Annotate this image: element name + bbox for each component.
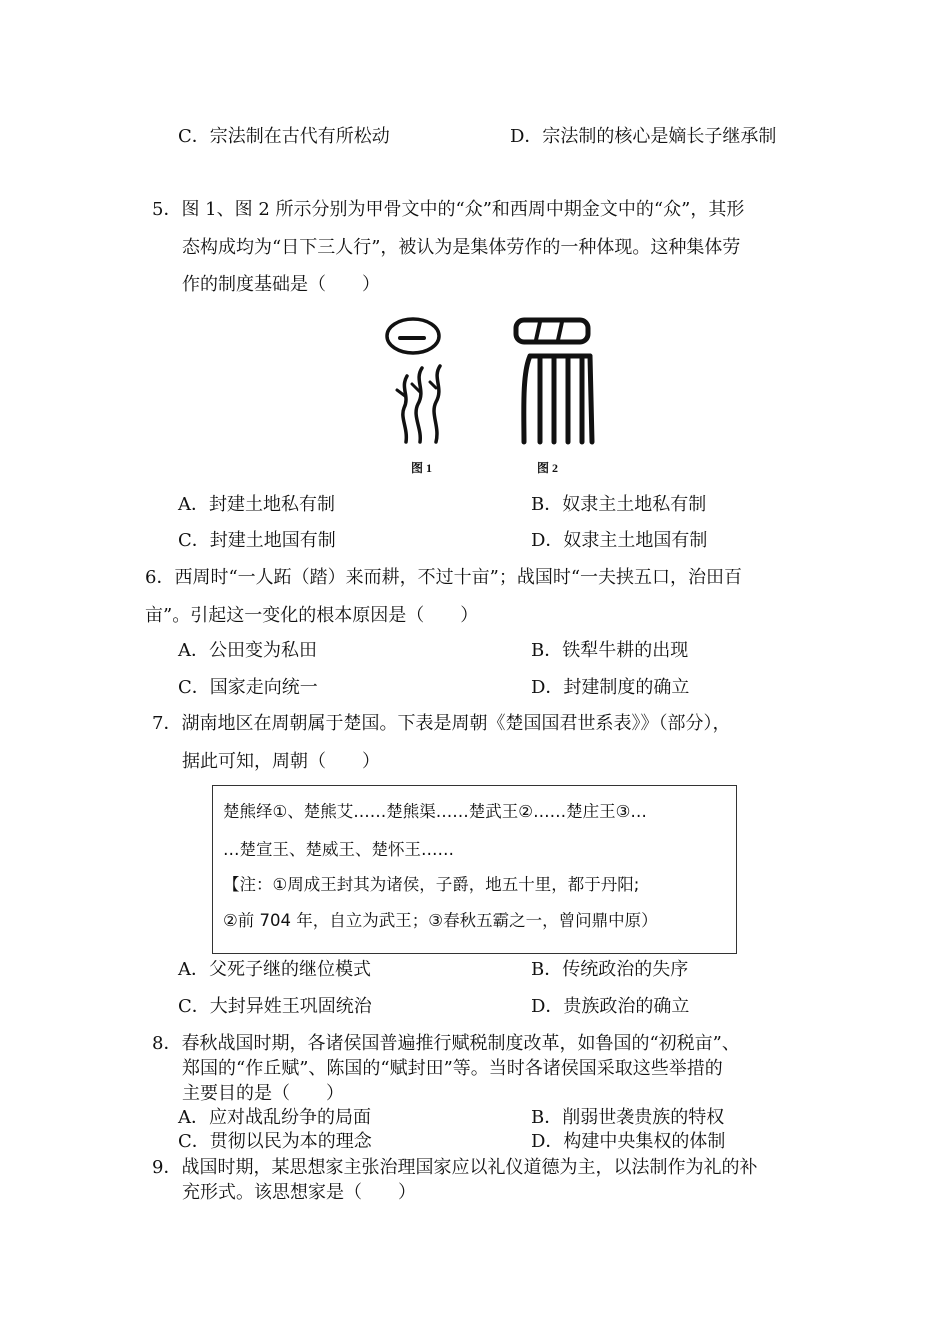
figure-2-caption: 图 2 [537, 461, 559, 475]
q5-option-d: D．奴隶主土地国有制 [531, 530, 708, 551]
q7-option-c: C．大封异姓王巩固统治 [178, 996, 372, 1017]
q8-stem-line2: 郑国的“作丘赋”、陈国的“赋封田”等。当时各诸侯国采取这些举措的 [182, 1058, 723, 1079]
q8-stem-line1: 8．春秋战国时期，各诸侯国普遍推行赋税制度改革，如鲁国的“初税亩”、 [152, 1033, 740, 1054]
q4-option-c: C．宗法制在古代有所松动 [178, 126, 390, 147]
q5-stem-line2: 态构成均为“日下三人行”，被认为是集体劳作的一种体现。这种集体劳 [182, 237, 741, 258]
q5-option-c: C．封建土地国有制 [178, 530, 336, 551]
q7-option-b: B．传统政治的失序 [531, 959, 689, 980]
q6-option-d: D．封建制度的确立 [531, 677, 690, 698]
q6-stem-line1: 6．西周时“一人跖（踏）来而耕，不过十亩”；战国时“一夫挟五口，治田百 [145, 567, 743, 588]
bronze-inscription-zhong-glyph [510, 314, 600, 448]
q8-stem-line3: 主要目的是（ ） [182, 1083, 344, 1104]
q5-option-a: A．封建土地私有制 [178, 494, 335, 515]
q6-option-c: C．国家走向统一 [178, 677, 318, 698]
q6-option-a: A．公田变为私田 [178, 640, 317, 661]
q8-option-b: B．削弱世袭贵族的特权 [531, 1107, 725, 1128]
q4-option-d: D．宗法制的核心是嫡长子继承制 [510, 126, 777, 147]
q8-option-a: A．应对战乱纷争的局面 [178, 1107, 371, 1128]
q5-option-b: B．奴隶主土地私有制 [531, 494, 707, 515]
oracle-bone-zhong-glyph [380, 316, 460, 446]
q6-option-b: B．铁犁牛耕的出现 [531, 640, 689, 661]
q8-option-c: C．贯彻以民为本的理念 [178, 1131, 372, 1152]
chu-lineage-table [212, 785, 737, 954]
table-row-2: …楚宣王、楚威王、楚怀王…… [223, 840, 454, 859]
q9-stem-line1: 9．战国时期，某思想家主张治理国家应以礼仪道德为主，以法制作为礼的补 [152, 1157, 758, 1178]
q8-option-d: D．构建中央集权的体制 [531, 1131, 726, 1152]
q7-option-a: A．父死子继的继位模式 [178, 959, 371, 980]
q9-stem-line2: 充形式。该思想家是（ ） [182, 1182, 416, 1203]
q6-stem-line2: 亩”。引起这一变化的根本原因是（ ） [145, 605, 479, 626]
table-note-2: ②前 704 年，自立为武王；③春秋五霸之一，曾问鼎中原） [223, 911, 658, 930]
q5-stem-line3: 作的制度基础是（ ） [182, 274, 380, 295]
table-note-1: 【注：①周成王封其为诸侯，子爵，地五十里，都于丹阳; [223, 875, 640, 894]
q7-stem-line1: 7．湖南地区在周朝属于楚国。下表是周朝《楚国国君世系表》》（部分）， [152, 713, 731, 734]
figure-1-caption: 图 1 [411, 461, 433, 475]
table-row-1: 楚熊绎①、楚熊艾……楚熊渠……楚武王②……楚庄王③… [223, 802, 647, 821]
q5-stem-line1: 5．图 1、图 2 所示分别为甲骨文中的“众”和西周中期金文中的“众”，其形 [152, 199, 745, 220]
q7-stem-line2: 据此可知，周朝（ ） [182, 751, 380, 772]
q7-option-d: D．贵族政治的确立 [531, 996, 690, 1017]
